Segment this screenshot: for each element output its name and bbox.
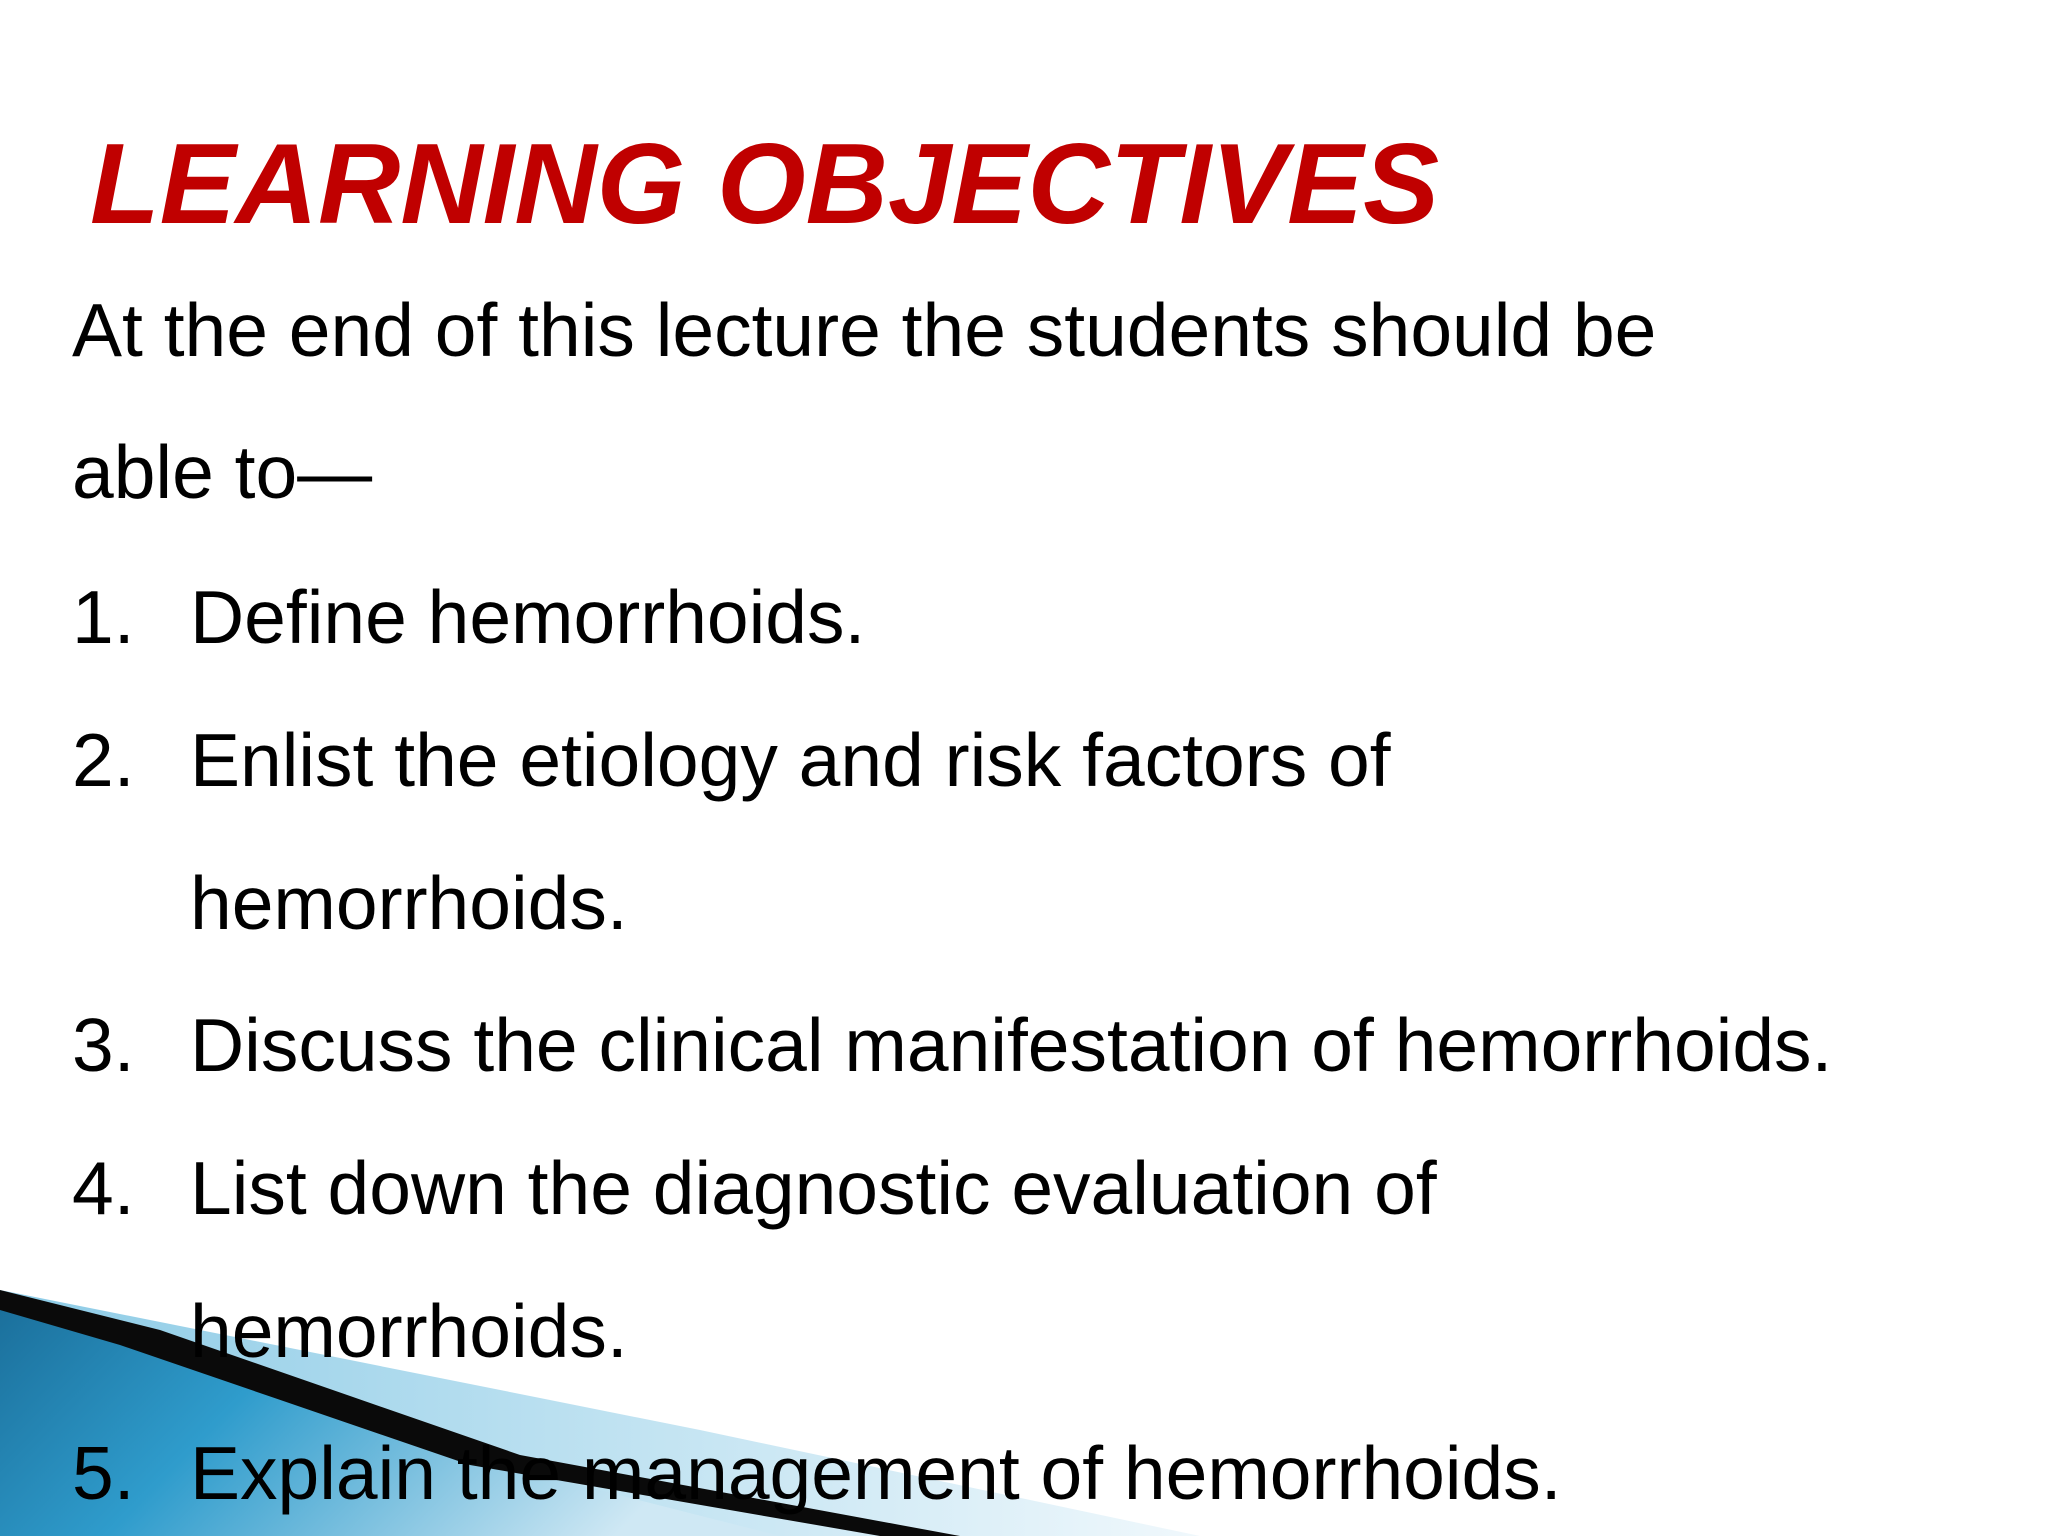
objective-2-line-2: hemorrhoids. bbox=[190, 861, 628, 945]
objective-number-2: 2. bbox=[72, 718, 135, 802]
objective-number-3: 3. bbox=[72, 1003, 135, 1087]
objective-5-line-1: Explain the management of hemorrhoids. bbox=[190, 1431, 1562, 1515]
objective-4-line-1: List down the diagnostic evaluation of bbox=[190, 1146, 1437, 1230]
objective-2-line-1: Enlist the etiology and risk factors of bbox=[190, 718, 1391, 802]
slide-title: LEARNING OBJECTIVES bbox=[90, 121, 1440, 248]
objective-number-5: 5. bbox=[72, 1431, 135, 1515]
objective-1-line-1: Define hemorrhoids. bbox=[190, 575, 866, 659]
intro-line-1: At the end of this lecture the students should be bbox=[72, 288, 1657, 372]
objective-number-1: 1. bbox=[72, 575, 135, 659]
objective-number-4: 4. bbox=[72, 1146, 135, 1230]
objective-3-line-1: Discuss the clinical manifestation of hemorrhoids. bbox=[190, 1003, 1833, 1087]
intro-line-2: able to— bbox=[72, 430, 373, 514]
objective-4-line-2: hemorrhoids. bbox=[190, 1289, 628, 1373]
